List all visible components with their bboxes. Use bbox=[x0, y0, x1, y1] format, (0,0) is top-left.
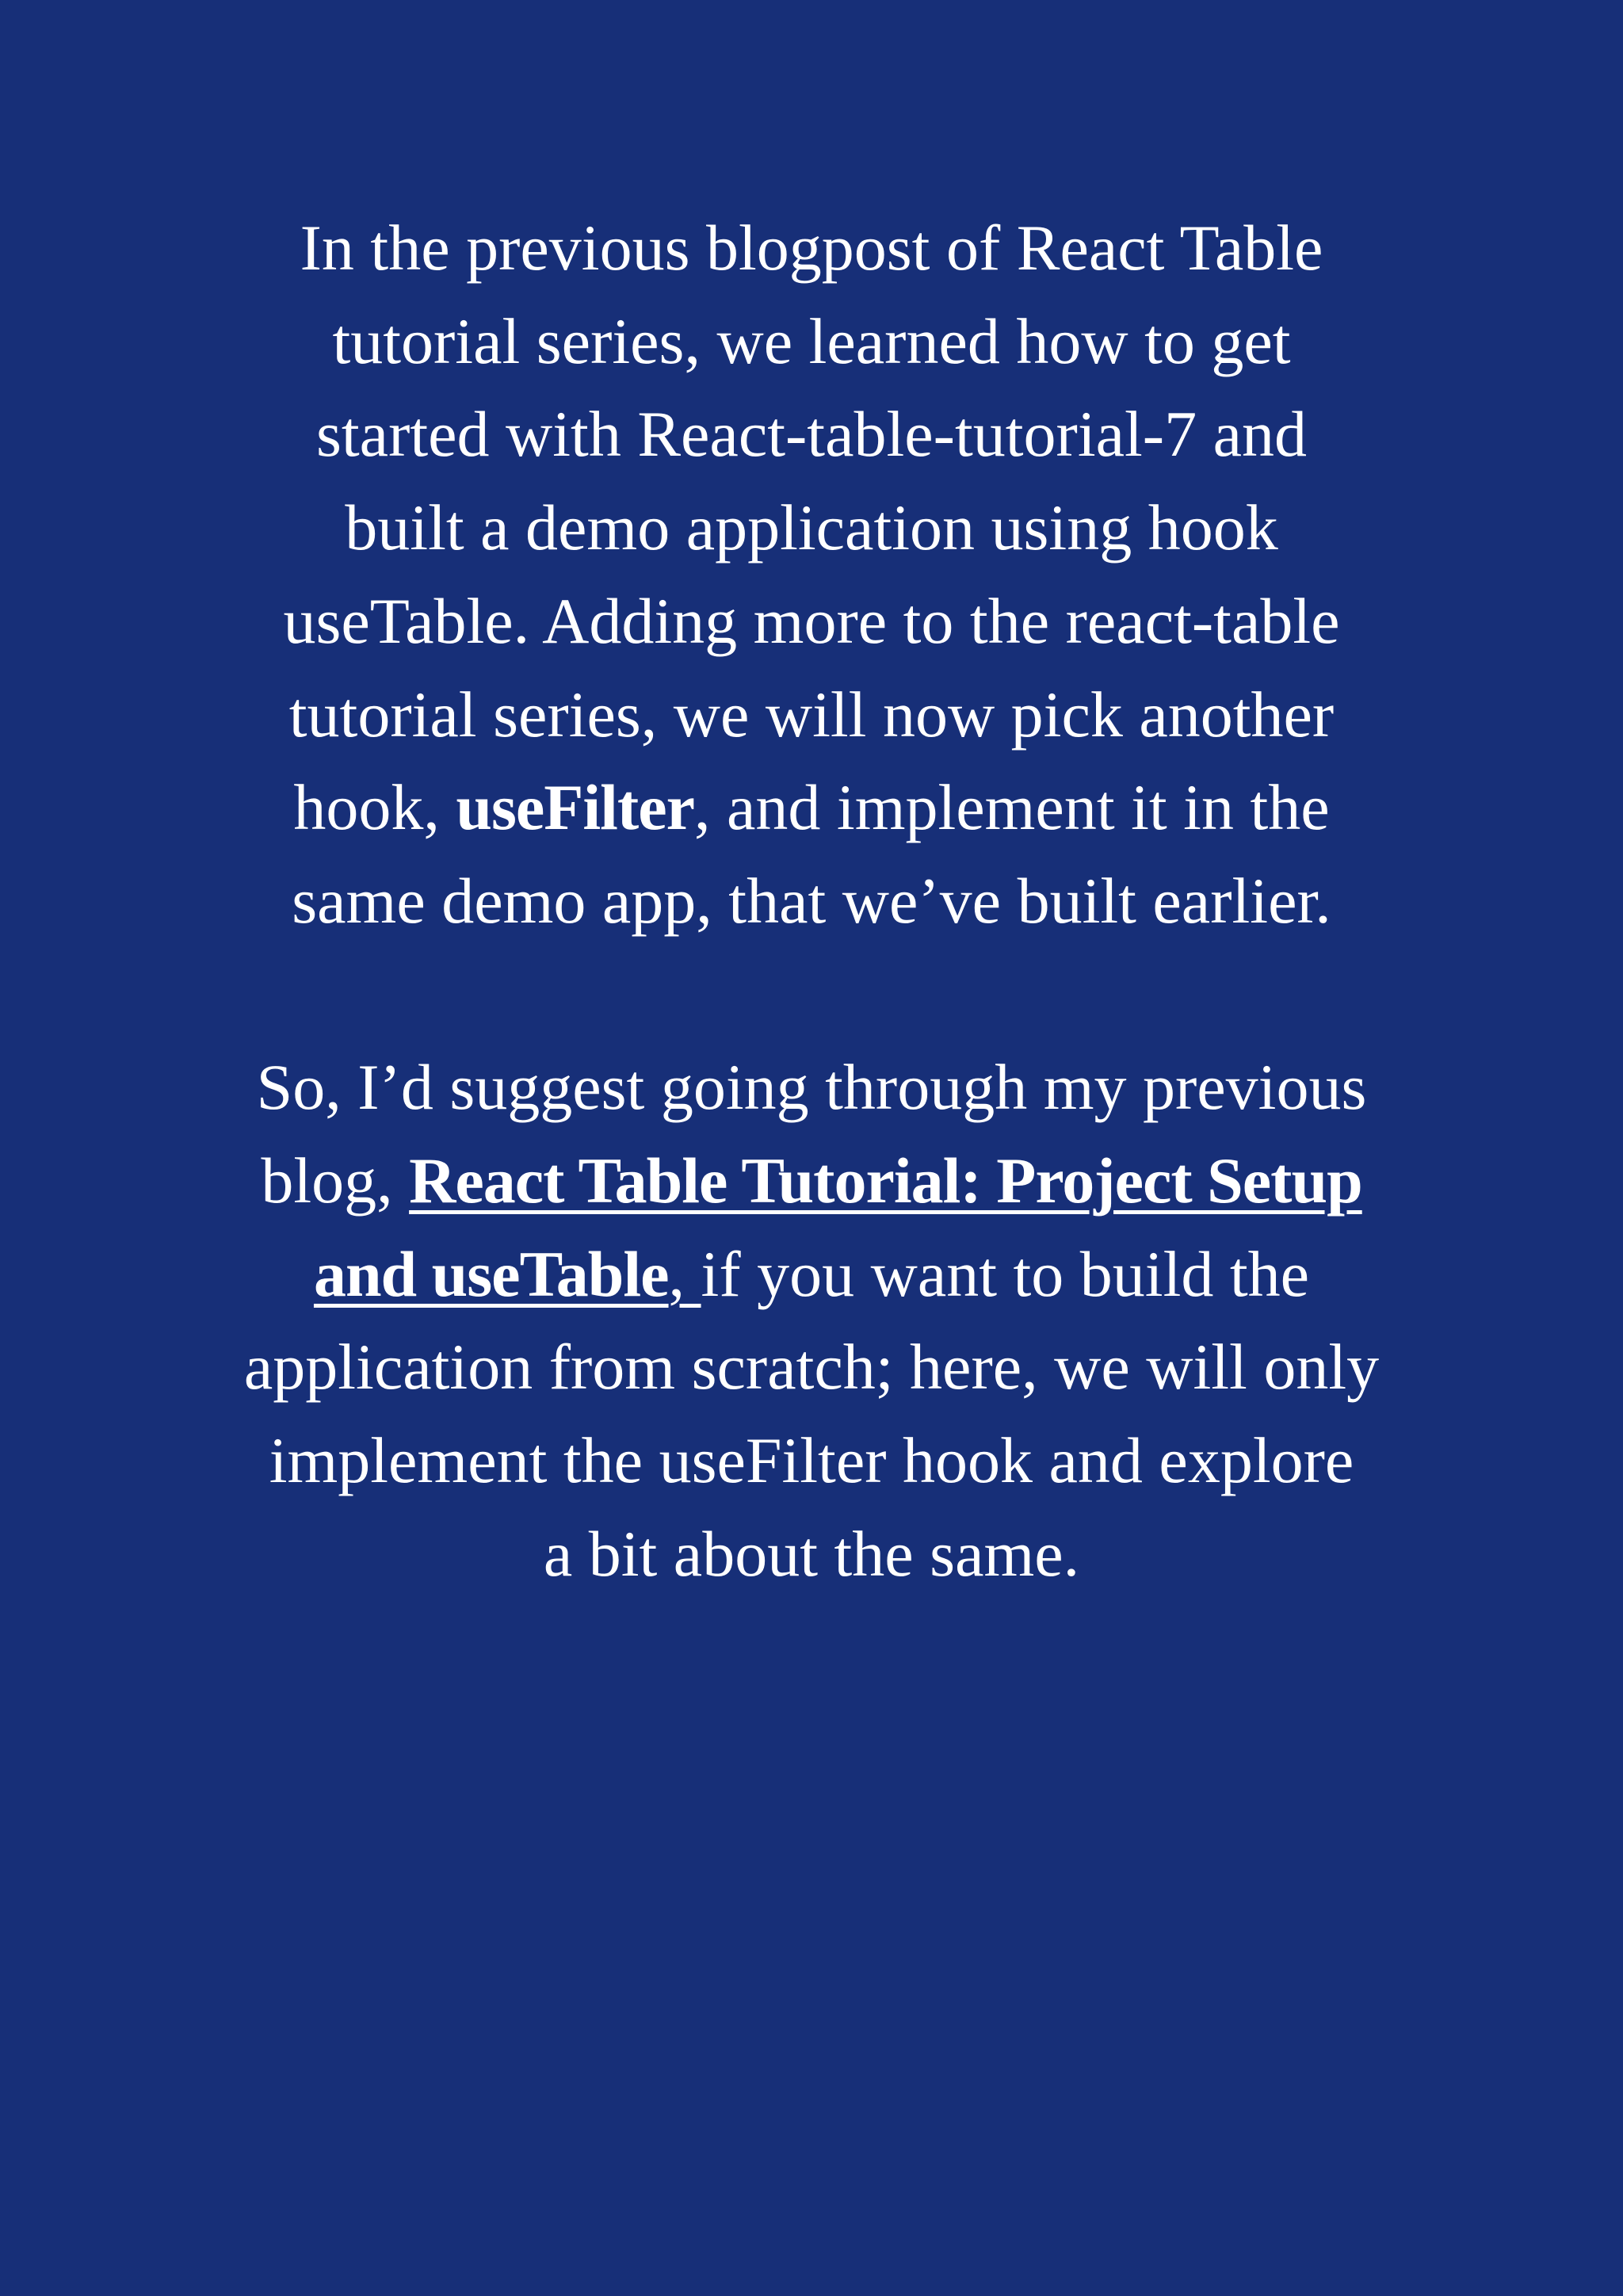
text-line: So, I’d suggest going through my previous bbox=[256, 1051, 1367, 1124]
text-segment: if you want to build the bbox=[701, 1237, 1310, 1310]
text-segment: , and implement it in the bbox=[694, 771, 1330, 844]
text-line: application from scratch; here, we will only bbox=[243, 1331, 1380, 1404]
paragraph-spacer bbox=[119, 948, 1504, 1041]
text-line: same demo app, that we’ve built earlier. bbox=[292, 864, 1331, 937]
text-line: implement the useFilter hook and explore bbox=[269, 1424, 1354, 1497]
link-tail[interactable]: , bbox=[668, 1237, 701, 1310]
text-line: tutorial series, we learned how to get bbox=[332, 304, 1291, 377]
text-line bbox=[119, 1228, 1504, 1321]
text-line: built a demo application using hook bbox=[345, 491, 1278, 564]
previous-blog-link[interactable]: React Table Tutorial: Project Setup bbox=[409, 1144, 1362, 1217]
usefilter-highlight: useFilter bbox=[456, 771, 695, 844]
text-line bbox=[119, 1134, 1504, 1228]
text-line: In the previous blogpost of React Table bbox=[300, 212, 1323, 284]
text-line bbox=[119, 761, 1504, 854]
previous-blog-link-continued[interactable]: and useTable bbox=[313, 1237, 669, 1310]
intro-paragraph bbox=[119, 201, 1504, 948]
text-segment: blog, bbox=[261, 1144, 410, 1217]
text-line: tutorial series, we will now pick another bbox=[288, 678, 1335, 751]
text-line: a bit about the same. bbox=[543, 1517, 1080, 1590]
suggestion-paragraph bbox=[119, 1041, 1504, 1600]
text-segment: hook, bbox=[293, 771, 456, 844]
article-body bbox=[119, 201, 1504, 1601]
text-line: useTable. Adding more to the react-table bbox=[283, 584, 1340, 657]
text-line: started with React-table-tutorial-7 and bbox=[315, 398, 1308, 471]
